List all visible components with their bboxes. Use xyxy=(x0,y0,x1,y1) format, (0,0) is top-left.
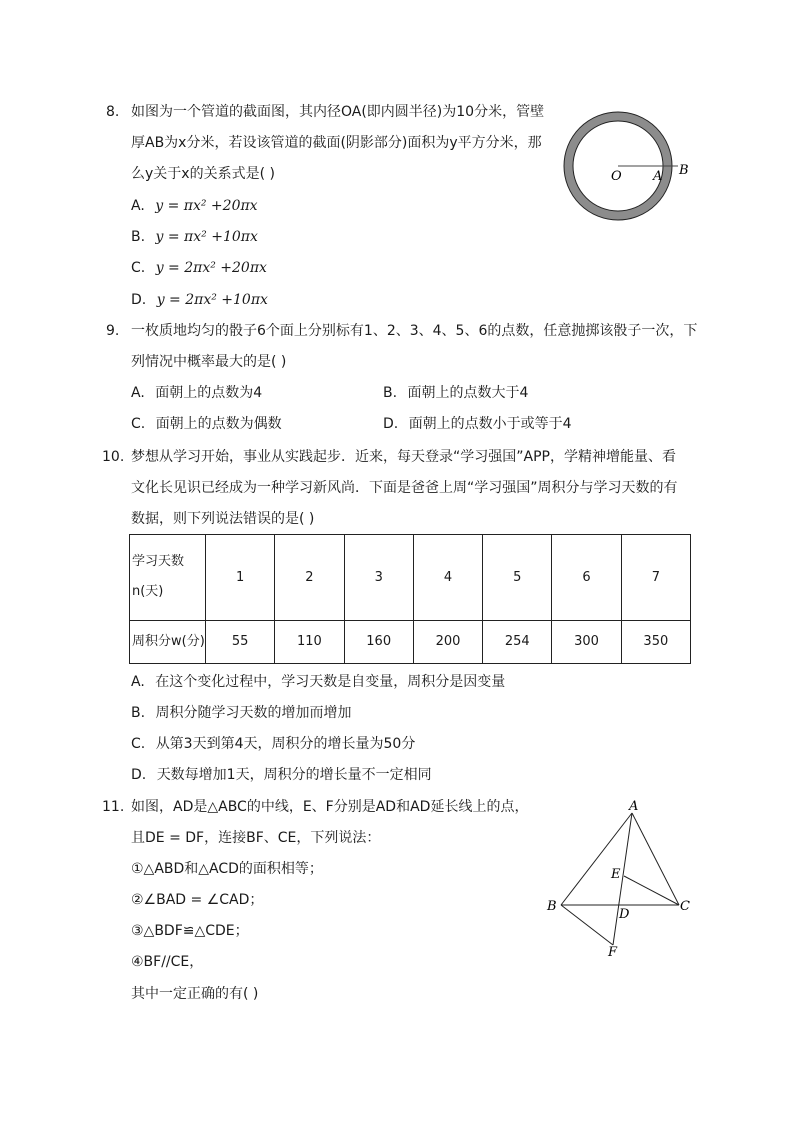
q10-option-a-letter: A. xyxy=(131,674,145,690)
q11-statement-1: ①△ABD和△ACD的面积相等； xyxy=(131,861,323,877)
table-cell: 2 xyxy=(275,535,344,621)
q9-option-b[interactable] xyxy=(383,383,528,403)
q8-option-c-text: y = 2πx² +20πx xyxy=(155,260,267,276)
table-cell: 254 xyxy=(483,620,552,663)
q9-option-d-text: 面朝上的点数小于或等于4 xyxy=(408,416,572,432)
q11-statement-2: ②∠BAD = ∠CAD； xyxy=(131,892,264,908)
q8-option-a-text: y = πx² +20πx xyxy=(155,198,258,214)
q8-option-d-text: y = 2πx² +10πx xyxy=(156,292,268,308)
q8-stem-line3: 么y关于x的关系式是( ) xyxy=(131,166,275,182)
q9-option-c[interactable] xyxy=(131,414,282,434)
segment-ac xyxy=(632,813,679,905)
q8-stem-line1: 如图为一个管道的截面图，其内径OA(即内圆半径)为10分米，管壁 xyxy=(131,104,545,120)
q10-stem-line3: 数据，则下列说法错误的是( ) xyxy=(131,511,315,527)
q8-number: 8. xyxy=(106,104,120,120)
q10-stem-line1: 梦想从学习开始，事业从实践起步．近来，每天登录“学习强国”APP，学精神增能量、看 xyxy=(131,449,676,465)
table-cell: 300 xyxy=(552,620,621,663)
q10-stem-line2: 文化长见识已经成为一种学习新风尚．下面是爸爸上周“学习强国”周积分与学习天数的有 xyxy=(131,480,678,496)
q10-option-b-text: 周积分随学习天数的增加而增加 xyxy=(155,705,352,721)
q10-option-d-letter: D. xyxy=(131,767,147,783)
label-o: O xyxy=(611,169,622,184)
q11-stem-line1: 如图，AD是△ABC的中线，E、F分别是AD和AD延长线上的点， xyxy=(131,799,529,815)
table-cell: 350 xyxy=(621,620,690,663)
label-a: A xyxy=(653,169,663,184)
table-cell: 55 xyxy=(206,620,275,663)
q8-option-a[interactable] xyxy=(131,196,258,216)
q10-option-a[interactable] xyxy=(131,672,505,692)
q11-number: 11. xyxy=(102,799,125,815)
table-cell: 5 xyxy=(483,535,552,621)
q11-stem-line2: 且DE = DF，连接BF、CE，下列说法： xyxy=(131,830,381,846)
q10-number: 10. xyxy=(102,449,125,465)
table-row-days xyxy=(130,535,691,621)
table-header-points: 周积分w(分) xyxy=(130,620,206,663)
table-row-points xyxy=(130,620,691,663)
q9-option-a[interactable] xyxy=(131,383,262,403)
table-cell: 7 xyxy=(621,535,690,621)
q9-option-a-letter: A. xyxy=(131,385,145,401)
q8-option-c[interactable] xyxy=(131,258,267,278)
q10-option-a-text: 在这个变化过程中，学习天数是自变量，周积分是因变量 xyxy=(155,674,506,690)
q11-triangle-figure xyxy=(540,796,700,966)
q10-option-c-text: 从第3天到第4天，周积分的增长量为50分 xyxy=(155,736,416,752)
q9-option-b-text: 面朝上的点数大于4 xyxy=(407,385,529,401)
label-b: B xyxy=(679,163,689,178)
segment-ab xyxy=(561,813,632,905)
q8-option-a-letter: A. xyxy=(131,198,145,214)
q9-option-d-letter: D. xyxy=(383,416,399,432)
q8-pipe-figure xyxy=(555,100,695,230)
table-cell: 4 xyxy=(413,535,482,621)
label-a: A xyxy=(629,799,639,814)
label-b: B xyxy=(547,899,557,914)
segment-bf xyxy=(561,905,613,945)
q8-stem-line2: 厚AB为x分米，若设该管道的截面(阴影部分)面积为y平方分米，那 xyxy=(131,135,542,151)
q9-option-c-letter: C. xyxy=(131,416,146,432)
label-d: D xyxy=(619,907,630,922)
table-cell: 3 xyxy=(344,535,413,621)
q8-option-b-letter: B. xyxy=(131,229,146,245)
q9-option-c-text: 面朝上的点数为偶数 xyxy=(155,416,282,432)
q9-stem-line2: 列情况中概率最大的是( ) xyxy=(131,354,287,370)
segment-ce xyxy=(624,876,679,905)
table-header-days: 学习天数n(天) xyxy=(130,535,206,621)
q10-option-b[interactable] xyxy=(131,703,352,723)
q10-option-d-text: 天数每增加1天，周积分的增长量不一定相同 xyxy=(156,767,432,783)
table-cell: 200 xyxy=(413,620,482,663)
q10-option-d[interactable] xyxy=(131,765,432,785)
q9-option-a-text: 面朝上的点数为4 xyxy=(155,385,263,401)
q11-stem-end: 其中一定正确的有( ) xyxy=(131,986,259,1002)
q9-number: 9. xyxy=(106,323,120,339)
q10-data-table xyxy=(129,534,691,664)
q10-option-b-letter: B. xyxy=(131,705,146,721)
q11-statement-4: ④BF//CE， xyxy=(131,954,204,970)
q8-option-b-text: y = πx² +10πx xyxy=(155,229,258,245)
table-cell: 110 xyxy=(275,620,344,663)
q8-option-b[interactable] xyxy=(131,227,258,247)
label-e: E xyxy=(611,867,621,882)
q8-option-d-letter: D. xyxy=(131,292,147,308)
q11-statement-3: ③△BDF≌△CDE； xyxy=(131,923,249,939)
q10-option-c-letter: C. xyxy=(131,736,146,752)
q8-option-d[interactable] xyxy=(131,290,268,310)
q9-option-d[interactable] xyxy=(383,414,572,434)
table-cell: 160 xyxy=(344,620,413,663)
label-c: C xyxy=(680,899,690,914)
label-f: F xyxy=(608,945,618,960)
table-cell: 6 xyxy=(552,535,621,621)
q10-option-c[interactable] xyxy=(131,734,415,754)
q9-stem-line1: 一枚质地均匀的骰子6个面上分别标有1、2、3、4、5、6的点数，任意抛掷该骰子一次，下 xyxy=(131,323,698,339)
q9-option-b-letter: B. xyxy=(383,385,398,401)
q8-option-c-letter: C. xyxy=(131,260,146,276)
table-cell: 1 xyxy=(206,535,275,621)
